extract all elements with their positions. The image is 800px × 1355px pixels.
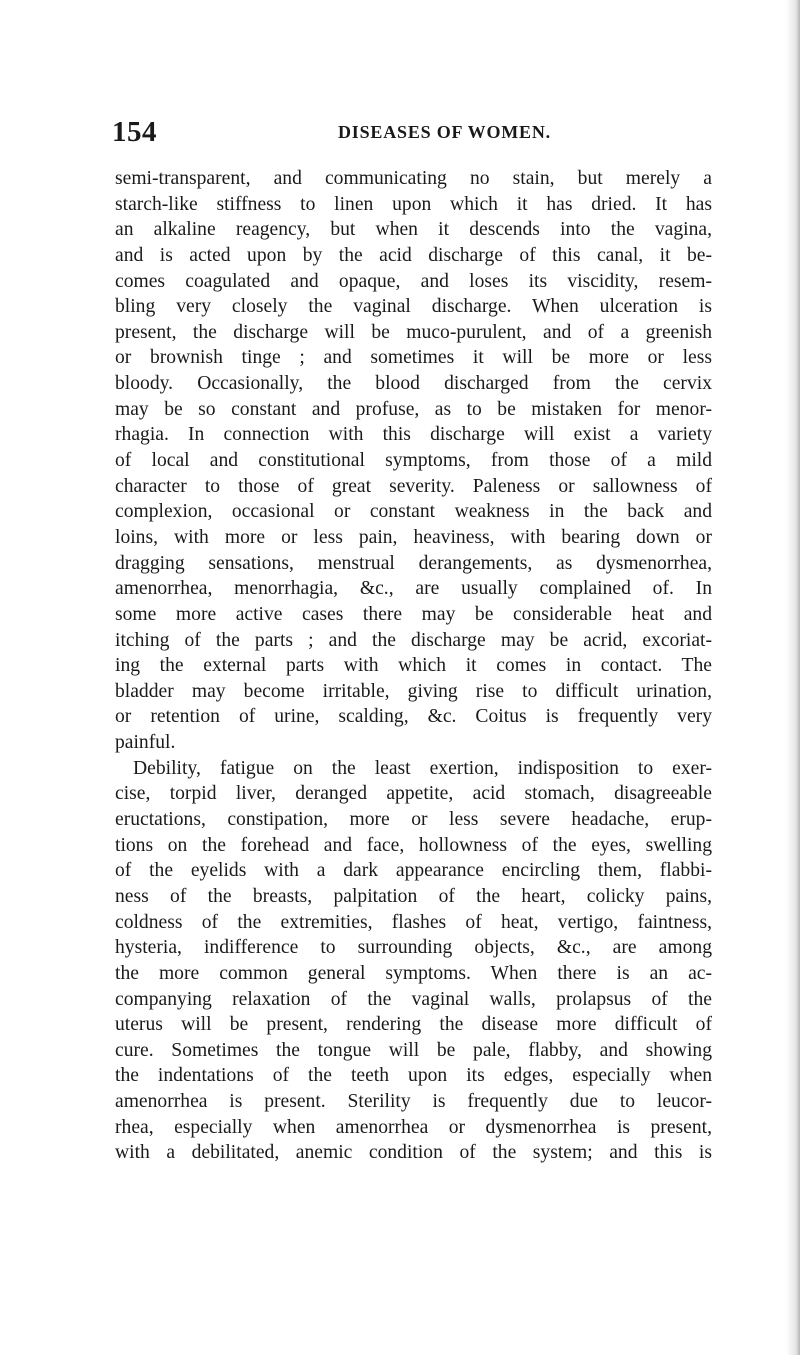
text-line: bladder may become irritable, giving rise to difficult urination,: [115, 680, 712, 702]
text-line: hysteria, indifference to surrounding objects, &c., are among: [115, 937, 712, 959]
page-header: [112, 116, 712, 152]
text-line: starch-like stiffness to linen upon which it has dried. It has: [115, 193, 712, 215]
text-line: of the eyelids with a dark appearance encircling them, flabbi-: [115, 860, 712, 882]
text-line: complexion, occasional or constant weakness in the back and: [115, 501, 712, 523]
text-line: and is acted upon by the acid discharge of this canal, it be-: [115, 244, 712, 266]
text-line: Debility, fatigue on the least exertion, indisposition to exer-: [133, 757, 712, 779]
text-line: tions on the forehead and face, hollowness of the eyes, swelling: [115, 834, 712, 856]
text-line: coldness of the extremities, flashes of heat, vertigo, faintness,: [115, 911, 712, 933]
body-text: [115, 166, 712, 1166]
text-line: with a debilitated, anemic condition of the system; and this is: [115, 1142, 712, 1164]
text-line: semi-transparent, and communicating no stain, but merely a: [115, 168, 712, 189]
text-line: uterus will be present, rendering the disease more difficult of: [115, 1014, 712, 1036]
running-head: DISEASES OF WOMEN.: [338, 122, 551, 142]
text-line: bloody. Occasionally, the blood discharged from the cervix: [115, 373, 712, 395]
text-line: comes coagulated and opaque, and loses its viscidity, resem-: [115, 270, 712, 292]
page-edge-shadow: [786, 0, 800, 1355]
text-line: the indentations of the teeth upon its edges, especially when: [115, 1065, 712, 1087]
text-line: character to those of great severity. Paleness or sallowness of: [115, 475, 712, 497]
text-line: may be so constant and profuse, as to be mistaken for menor-: [115, 398, 712, 420]
text-line: the more common general symptoms. When there is an ac-: [115, 962, 712, 984]
text-line: eructations, constipation, more or less severe headache, erup-: [115, 809, 712, 831]
text-line: some more active cases there may be considerable heat and: [115, 603, 712, 625]
text-line: cise, torpid liver, deranged appetite, acid stomach, disagreeable: [115, 783, 712, 805]
text-line: cure. Sometimes the tongue will be pale, flabby, and showing: [115, 1039, 712, 1061]
text-line: of local and constitutional symptoms, from those of a mild: [115, 450, 712, 472]
text-line: rhea, especially when amenorrhea or dysmenorrhea is present,: [115, 1116, 712, 1138]
text-line: dragging sensations, menstrual derangements, as dysmenorrhea,: [115, 552, 712, 574]
text-line: rhagia. In connection with this discharge will exist a variety: [115, 424, 712, 446]
text-line: loins, with more or less pain, heaviness, with bearing down or: [115, 526, 712, 548]
text-line: painful.: [115, 732, 176, 754]
text-line: present, the discharge will be muco-purulent, and of a greenish: [115, 321, 712, 343]
text-line: itching of the parts ; and the discharge may be acrid, excoriat-: [115, 629, 712, 651]
page-number: 154: [112, 116, 157, 148]
text-line: or retention of urine, scalding, &c. Coitus is frequently very: [115, 706, 712, 728]
text-line: ing the external parts with which it comes in contact. The: [115, 655, 712, 677]
text-line: bling very closely the vaginal discharge. When ulceration is: [115, 296, 712, 318]
text-line: amenorrhea, menorrhagia, &c., are usually complained of. In: [115, 578, 712, 600]
text-line: ness of the breasts, palpitation of the heart, colicky pains,: [115, 885, 712, 907]
text-line: or brownish tinge ; and sometimes it will be more or less: [115, 347, 712, 369]
text-line: an alkaline reagency, but when it descends into the vagina,: [115, 219, 712, 241]
text-line: amenorrhea is present. Sterility is frequently due to leucor-: [115, 1091, 712, 1113]
text-line: companying relaxation of the vaginal walls, prolapsus of the: [115, 988, 712, 1010]
